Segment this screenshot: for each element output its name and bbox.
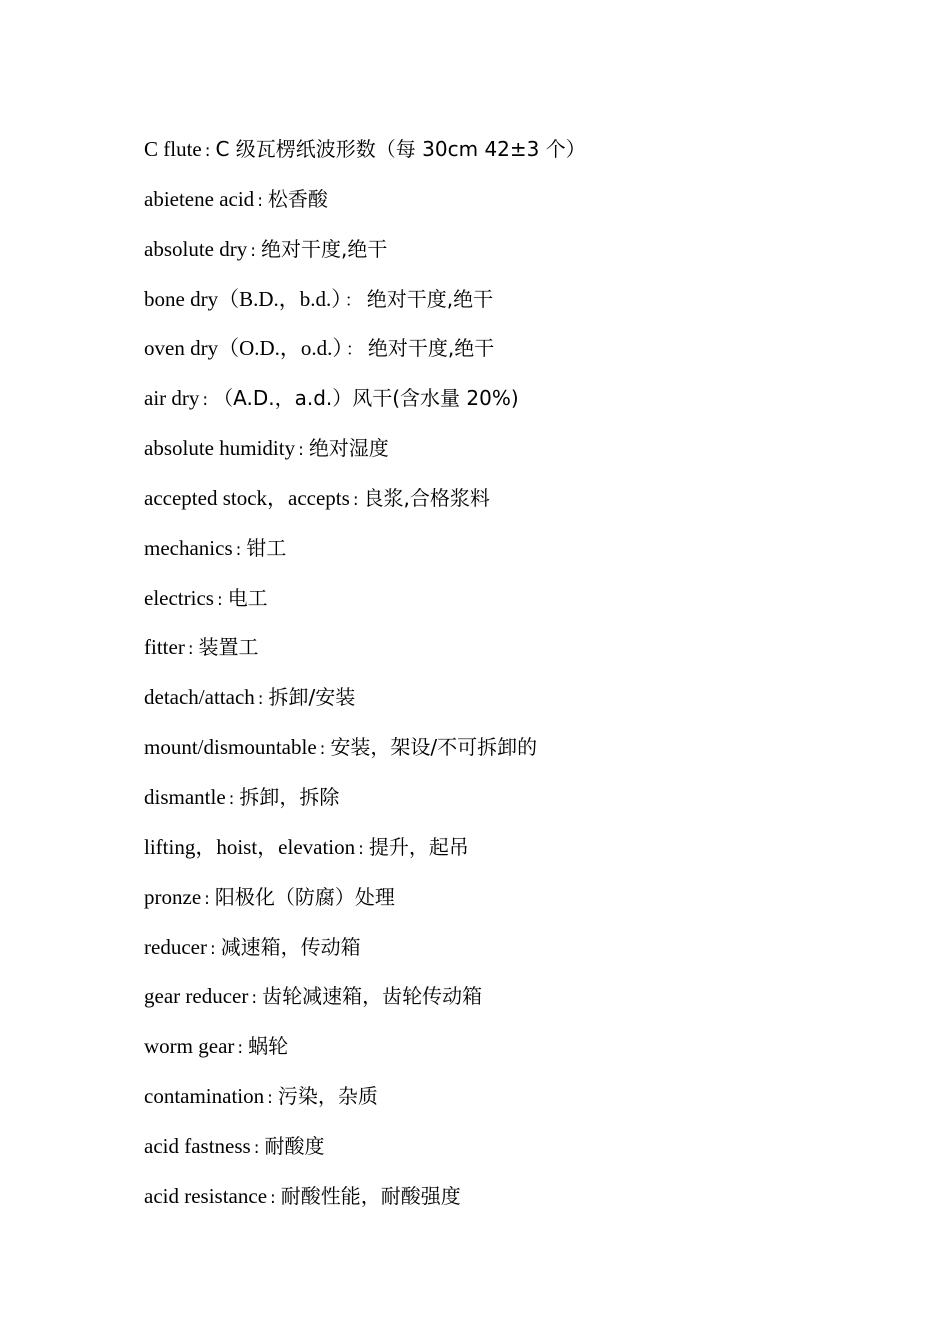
- entry-separator: :: [228, 788, 235, 809]
- entry-separator: :: [298, 440, 304, 461]
- entry-separator: :: [319, 739, 326, 760]
- entry-translation: 装置工: [198, 635, 259, 660]
- glossary-entry: [144, 1079, 904, 1129]
- glossary-entry: [144, 132, 904, 182]
- entry-term: pronze: [144, 884, 202, 909]
- entry-translation: 松香酸: [267, 186, 328, 211]
- glossary-entry: [144, 381, 904, 431]
- entry-term: bone dry（B.D.，b.d.）: [144, 286, 342, 311]
- entry-separator: ：: [345, 340, 363, 361]
- entry-separator: :: [237, 1038, 244, 1059]
- entry-separator: :: [358, 838, 364, 859]
- entry-translation: 绝对湿度: [308, 436, 389, 461]
- entry-translation: 耐酸度: [264, 1133, 325, 1158]
- entry-separator: :: [187, 639, 194, 660]
- glossary-entry: [144, 282, 904, 332]
- entry-term: fitter: [144, 635, 185, 660]
- entry-term: C flute: [144, 137, 202, 161]
- entry-separator: :: [267, 1088, 273, 1109]
- entry-term: air dry: [144, 386, 200, 411]
- entry-translation: 耐酸性能，耐酸强度: [280, 1183, 461, 1208]
- entry-term: reducer: [144, 934, 207, 959]
- entry-separator: :: [204, 141, 211, 161]
- entry-separator: ：: [344, 290, 362, 311]
- entry-translation: （A.D.，a.d.）风干(含水量 20%): [213, 386, 519, 411]
- entry-term: absolute humidity: [144, 436, 296, 461]
- glossary-entry: [144, 1029, 904, 1079]
- glossary-entry: [144, 780, 904, 830]
- glossary-entry: [144, 730, 904, 780]
- glossary-entry: [144, 630, 904, 680]
- entry-separator: :: [270, 1187, 276, 1208]
- entry-translation: 绝对干度,绝干: [367, 336, 495, 361]
- glossary-entry: [144, 930, 904, 980]
- entry-translation: 绝对干度,绝干: [260, 236, 388, 261]
- entry-separator: :: [209, 938, 216, 959]
- entry-separator: :: [352, 489, 359, 510]
- entry-term: oven dry（O.D.，o.d.）: [144, 336, 343, 361]
- entry-translation: 拆卸，拆除: [239, 784, 340, 809]
- entry-translation: 减速箱，传动箱: [220, 934, 361, 959]
- entry-term: electrics: [144, 585, 214, 610]
- entry-translation: 钳工: [246, 535, 287, 560]
- entry-term: mechanics: [144, 535, 233, 560]
- entry-translation: C 级瓦楞纸波形数（每 30cm 42±3 个）: [215, 137, 586, 161]
- entry-translation: 阳极化（防腐）处理: [214, 884, 395, 909]
- entry-term: acid fastness: [144, 1133, 251, 1158]
- entry-separator: :: [204, 888, 210, 909]
- entry-translation: 电工: [227, 585, 268, 610]
- entry-term: accepted stock，accepts: [144, 485, 350, 510]
- glossary-entry: [144, 531, 904, 581]
- entry-separator: :: [251, 988, 258, 1009]
- entry-separator: :: [250, 240, 256, 261]
- glossary-entry: [144, 1129, 904, 1179]
- entry-term: dismantle: [144, 784, 226, 809]
- entry-translation: 蜗轮: [248, 1034, 289, 1059]
- entry-translation: 提升，起吊: [368, 834, 469, 859]
- entry-separator: :: [257, 689, 264, 710]
- entry-translation: 拆卸/安装: [268, 685, 356, 710]
- entry-translation: 绝对干度,绝干: [366, 286, 494, 311]
- entry-term: lifting，hoist，elevation: [144, 834, 356, 859]
- glossary-entry: [144, 979, 904, 1029]
- entry-term: worm gear: [144, 1034, 235, 1059]
- glossary-entry: [144, 331, 904, 381]
- entry-separator: :: [202, 390, 209, 411]
- entry-term: detach/attach: [144, 685, 255, 710]
- glossary-entry: [144, 830, 904, 880]
- entry-separator: :: [235, 539, 242, 560]
- glossary-entry: [144, 232, 904, 282]
- glossary-entry: [144, 680, 904, 730]
- entry-translation: 污染，杂质: [277, 1084, 378, 1109]
- entry-separator: :: [216, 589, 223, 610]
- glossary-entry: [144, 1179, 904, 1229]
- entry-term: contamination: [144, 1084, 265, 1109]
- entry-translation: 良浆,合格浆料: [363, 485, 490, 510]
- glossary-entry: [144, 431, 904, 481]
- entry-translation: 安装，架设/不可拆卸的: [330, 735, 538, 760]
- glossary-list: [144, 132, 904, 1229]
- entry-separator: :: [253, 1137, 260, 1158]
- entry-term: abietene acid: [144, 186, 255, 211]
- entry-term: absolute dry: [144, 236, 248, 261]
- glossary-entry: [144, 880, 904, 930]
- glossary-entry: [144, 182, 904, 232]
- entry-separator: :: [257, 190, 263, 211]
- entry-term: acid resistance: [144, 1183, 268, 1208]
- entry-translation: 齿轮减速箱，齿轮传动箱: [262, 984, 483, 1009]
- glossary-entry: [144, 481, 904, 531]
- glossary-entry: [144, 581, 904, 631]
- entry-term: mount/dismountable: [144, 735, 317, 760]
- entry-term: gear reducer: [144, 984, 249, 1009]
